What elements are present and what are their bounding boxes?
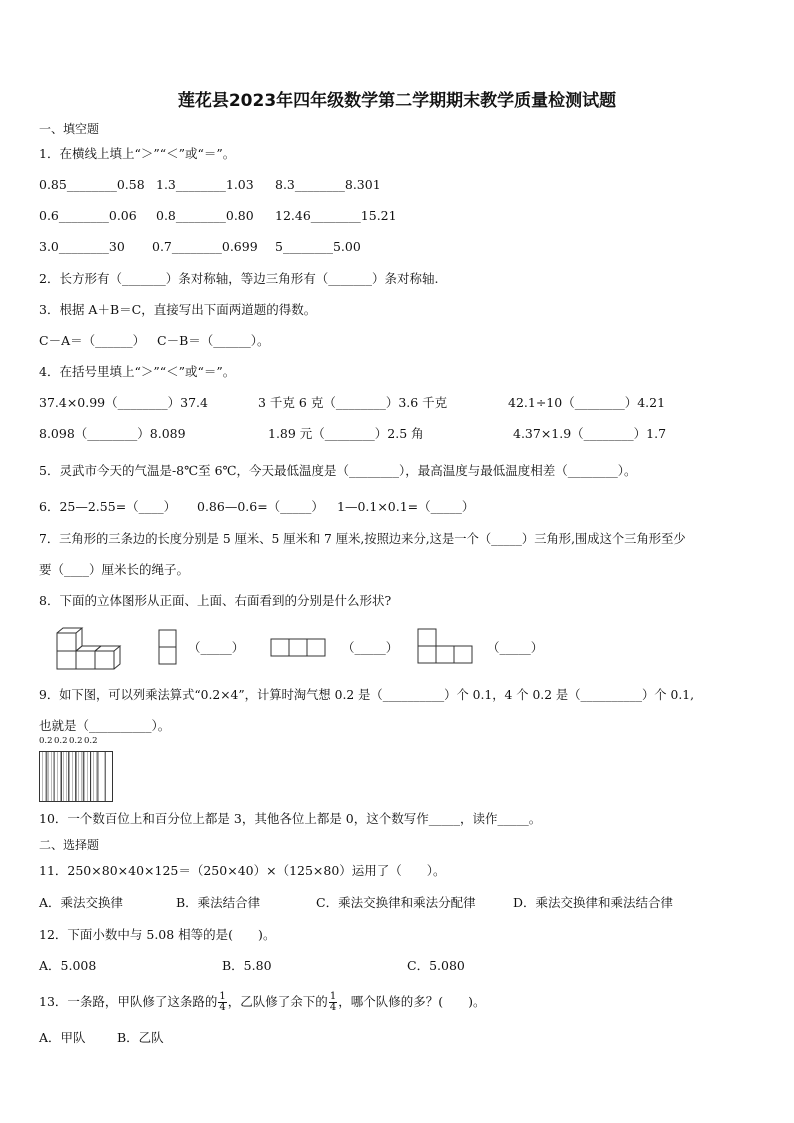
side-view-figure <box>417 628 475 666</box>
option-a[interactable]: A．甲队 <box>39 1030 86 1045</box>
fraction-numerator: 1 <box>329 991 337 1002</box>
q4-item: 1.89 元（________）2.5 角 <box>268 426 424 441</box>
option-c[interactable]: C．乘法交换律和乘法分配律 <box>316 895 476 910</box>
top-view-figure <box>270 638 328 658</box>
question-11-stem: 11．250×80×40×125＝（250×40）×（125×80）运用了（ ）。 <box>39 863 446 878</box>
page-title: 莲花县2023年四年级数学第二学期期末教学质量检测试题 <box>177 91 617 111</box>
q4-item: 4.37×1.9（________）1.7 <box>513 426 667 441</box>
option-b[interactable]: B．乙队 <box>117 1030 164 1045</box>
fraction-numerator: 1 <box>219 991 226 1002</box>
front-view-figure <box>158 629 178 667</box>
q6-item: 6．25—2.55=（____） <box>39 499 177 514</box>
question-9-line-1: 9．如下图，可以列乘法算式“0.2×4”，计算时淘气想 0.2 是（__________）个 0.1，4 个 0.2 是（__________）个 0.1, <box>39 688 694 702</box>
q1-item: 3.0________30 <box>39 239 125 254</box>
question-3-answers: C－A＝（______） C－B＝（______）。 <box>39 333 270 348</box>
q1-item: 0.6________0.06 <box>39 208 137 223</box>
q4-item: 42.1÷10（________）4.21 <box>508 395 666 410</box>
section-heading-multiple-choice: 二、选择题 <box>39 838 100 852</box>
q4-item: 8.098（________）8.089 <box>39 426 186 441</box>
option-a[interactable]: A．乘法交换律 <box>39 895 124 910</box>
q1-item: 0.8________0.80 <box>156 208 254 223</box>
question-10: 10．一个数百位上和百分位上都是 3，其他各位上都是 0，这个数写作_____，读作_____。 <box>39 811 542 826</box>
bar-label: 0.2 <box>84 736 98 746</box>
bar-label: 0.2 <box>54 736 68 746</box>
option-b[interactable]: B．5.80 <box>222 958 272 973</box>
option-a[interactable]: A．5.008 <box>39 958 97 973</box>
q8-blank: （_____） <box>188 640 245 655</box>
q6-item: 0.86—0.6=（_____） <box>197 499 324 514</box>
question-4-stem: 4．在括号里填上“＞”“＜”或“＝”。 <box>39 364 236 379</box>
section-heading-fill-blank: 一、填空题 <box>39 122 100 136</box>
q8-blank: （_____） <box>487 640 544 655</box>
q13-text: ，乙队修了余下的 <box>227 994 328 1009</box>
q1-item: 1.3________1.03 <box>156 177 254 192</box>
question-3-stem: 3．根据 A＋B＝C，直接写出下面两道题的得数。 <box>39 302 317 317</box>
fraction-denominator: 4 <box>219 1002 226 1013</box>
question-9-line-2: 也就是（__________）。 <box>39 718 171 733</box>
q1-item: 12.46________15.21 <box>275 208 397 223</box>
q4-item: 3 千克 6 克（________）3.6 千克 <box>258 395 448 410</box>
question-7-line-2: 要（____）厘米长的绳子。 <box>39 562 190 577</box>
question-8-stem: 8．下面的立体图形从正面、上面、右面看到的分别是什么形状? <box>39 593 392 608</box>
question-5: 5．灵武市今天的气温是-8℃至 6℃，今天最低温度是（________），最高温度与最低温度相差（________）。 <box>39 463 637 478</box>
question-7-line-1: 7．三角形的三条边的长度分别是 5 厘米、5 厘米和 7 厘米,按照边来分,这是一个（_____）三角形,围成这个三角形至少 <box>39 532 686 546</box>
question-13-stem <box>39 990 485 1014</box>
q13-text: 13．一条路，甲队修了这条路的 <box>39 994 218 1009</box>
bar-label: 0.2 <box>69 736 83 746</box>
question-12-stem: 12．下面小数中与 5.08 相等的是( )。 <box>39 927 276 942</box>
q1-item: 8.3________8.301 <box>275 177 381 192</box>
decimal-strip-figure <box>39 751 115 803</box>
q4-item: 37.4×0.99（________）37.4 <box>39 395 208 410</box>
question-1-stem: 1．在横线上填上“＞”“＜”或“＝”。 <box>39 146 236 161</box>
q1-item: 0.7________0.699 <box>152 239 258 254</box>
q6-item: 1—0.1×0.1=（_____） <box>337 499 475 514</box>
bar-label: 0.2 <box>39 736 53 746</box>
q1-item: 0.85________0.58 <box>39 177 145 192</box>
fraction-one-quarter <box>218 992 226 1013</box>
solid-figure-3d <box>54 627 124 671</box>
fraction-denominator: 4 <box>329 1002 337 1013</box>
question-2: 2．长方形有（_______）条对称轴，等边三角形有（_______）条对称轴. <box>39 271 439 286</box>
option-c[interactable]: C．5.080 <box>407 958 465 973</box>
q1-item: 5________5.00 <box>275 239 361 254</box>
q13-text: ，哪个队修的多？( )。 <box>338 994 486 1009</box>
fraction-one-quarter <box>329 992 337 1013</box>
option-b[interactable]: B．乘法结合律 <box>176 895 261 910</box>
q8-blank: （_____） <box>342 640 399 655</box>
option-d[interactable]: D．乘法交换律和乘法结合律 <box>513 895 674 910</box>
